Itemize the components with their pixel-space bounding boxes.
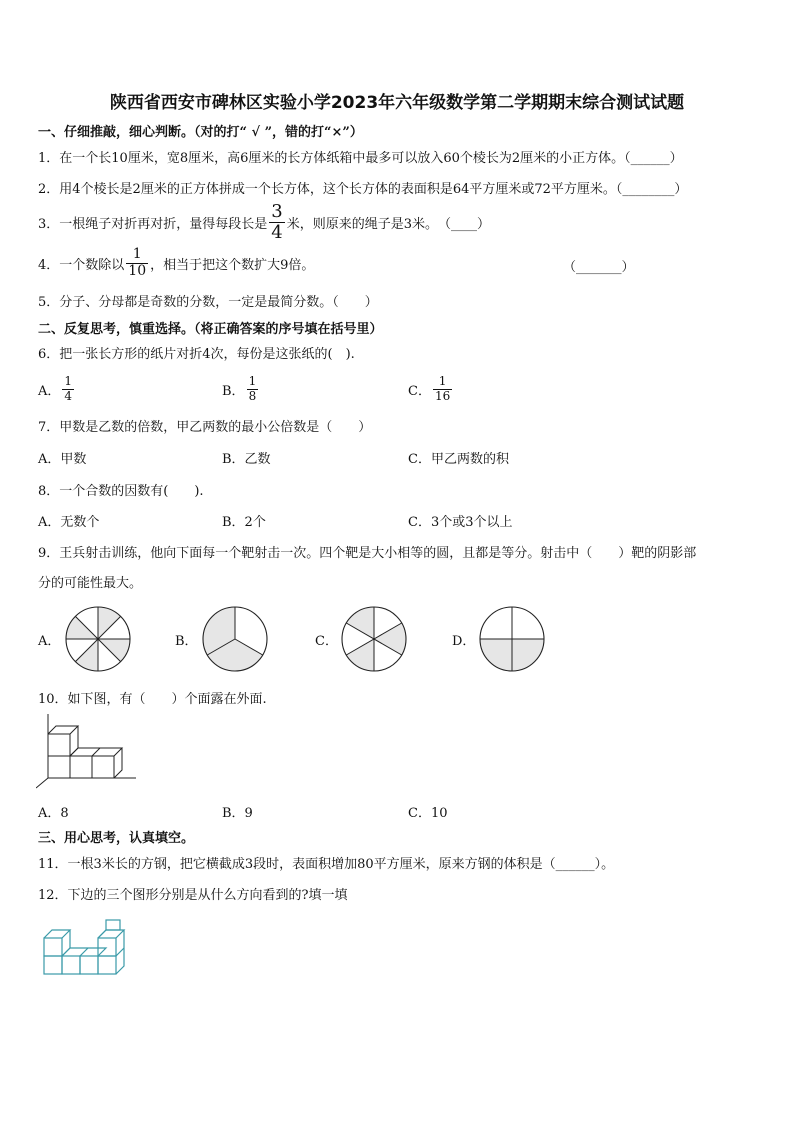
fraction-numerator: 1 — [248, 374, 257, 389]
option-label: A． — [38, 383, 61, 399]
question-8: 8．一个合数的因数有( ). — [38, 484, 204, 499]
question-5: 5．分子、分母都是奇数的分数，一定是最简分数。（ ） — [38, 295, 378, 310]
cube-figure-q12 — [40, 918, 130, 980]
question-8-option-a: A．无数个 — [38, 515, 100, 530]
question-1: 1．在一个长10厘米，宽8厘米，高6厘米的长方体纸箱中最多可以放入60个棱长为2厘米的小正方体。（______） — [38, 151, 683, 166]
question-10-option-a: A．8 — [38, 806, 69, 821]
target-d-quarters — [478, 605, 546, 673]
fraction-denominator: 16 — [434, 388, 451, 403]
question-11: 11．一根3米长的方钢，把它横截成3段时，表面积增加80平方厘米，原来方钢的体积是（______）。 — [38, 857, 615, 872]
question-4-tail: ，相当于把这个数扩大9倍。 — [150, 257, 315, 273]
question-9-label-d: D． — [452, 634, 476, 649]
fraction-denominator: 8 — [248, 388, 257, 403]
fraction-numerator: 1 — [126, 247, 148, 263]
fraction-numerator: 1 — [64, 374, 73, 389]
option-fraction — [433, 375, 452, 402]
question-9-label-c: C． — [315, 634, 338, 649]
question-9-line-1: 9．王兵射击训练，他向下面每一个靶射击一次。四个靶是大小相等的圆，且都是等分。射击中（ ）靶的阴影部 — [38, 546, 697, 561]
fraction-one-tenth — [126, 247, 148, 279]
question-6-option-c — [408, 372, 454, 406]
question-6-option-a — [38, 372, 76, 406]
question-9-label-b: B． — [175, 634, 198, 649]
question-2: 2．用4个棱长是2厘米的正方体拼成一个长方体，这个长方体的表面积是64平方厘米或72平方厘米。（________） — [38, 182, 688, 197]
question-6-option-b — [222, 372, 260, 406]
question-10-option-b: B．9 — [222, 806, 253, 821]
question-4 — [38, 245, 314, 281]
question-8-option-c: C．3个或3个以上 — [408, 515, 513, 530]
option-label: B． — [222, 383, 245, 399]
target-b-thirds — [201, 605, 269, 673]
target-c-sixths — [340, 605, 408, 673]
question-8-option-b: B．2个 — [222, 515, 266, 530]
option-fraction — [247, 375, 259, 402]
section-2-heading: 二、反复思考，慎重选择。（将正确答案的序号填在括号里） — [38, 322, 383, 337]
question-3 — [38, 200, 491, 243]
fraction-numerator: 1 — [433, 375, 452, 389]
fraction-denominator: 10 — [128, 262, 147, 279]
fraction-denominator: 4 — [64, 388, 73, 403]
question-9-label-a: A． — [38, 634, 61, 649]
question-7: 7．甲数是乙数的倍数，甲乙两数的最小公倍数是（ ） — [38, 420, 372, 435]
section-1-heading: 一、仔细推敲，细心判断。（对的打“ √ ”，错的打“×”） — [38, 125, 363, 140]
question-3-tail: 米，则原来的绳子是3米。 （____） — [286, 216, 491, 232]
question-7-option-a: A．甲数 — [38, 452, 87, 467]
fraction-numerator: 3 — [271, 200, 283, 222]
question-10: 10．如下图，有（ ）个面露在外面. — [38, 692, 267, 707]
question-4-blank: （_______） — [563, 260, 635, 275]
question-12: 12．下边的三个图形分别是从什么方向看到的?填一填 — [38, 888, 348, 903]
section-3-heading: 三、用心思考，认真填空。 — [38, 831, 195, 846]
fraction-denominator: 4 — [271, 221, 283, 243]
option-label: C． — [408, 383, 431, 399]
fraction-three-quarters — [269, 202, 284, 243]
question-7-option-b: B．乙数 — [222, 452, 271, 467]
page-title: 陕西省西安市碑林区实验小学2023年六年级数学第二学期期末综合测试试题 — [109, 93, 685, 113]
question-4-text: 4．一个数除以 — [38, 257, 125, 273]
target-a-eighths — [64, 605, 132, 673]
question-9-line-2: 分的可能性最大。 — [38, 576, 143, 591]
question-10-option-c: C．10 — [408, 806, 448, 821]
cube-figure-q10 — [36, 712, 142, 792]
question-6: 6．把一张长方形的纸片对折4次，每份是这张纸的( ). — [38, 347, 355, 362]
question-7-option-c: C．甲乙两数的积 — [408, 452, 509, 467]
question-3-text: 3．一根绳子对折再对折，量得每段长是 — [38, 216, 268, 232]
option-fraction — [62, 375, 74, 402]
